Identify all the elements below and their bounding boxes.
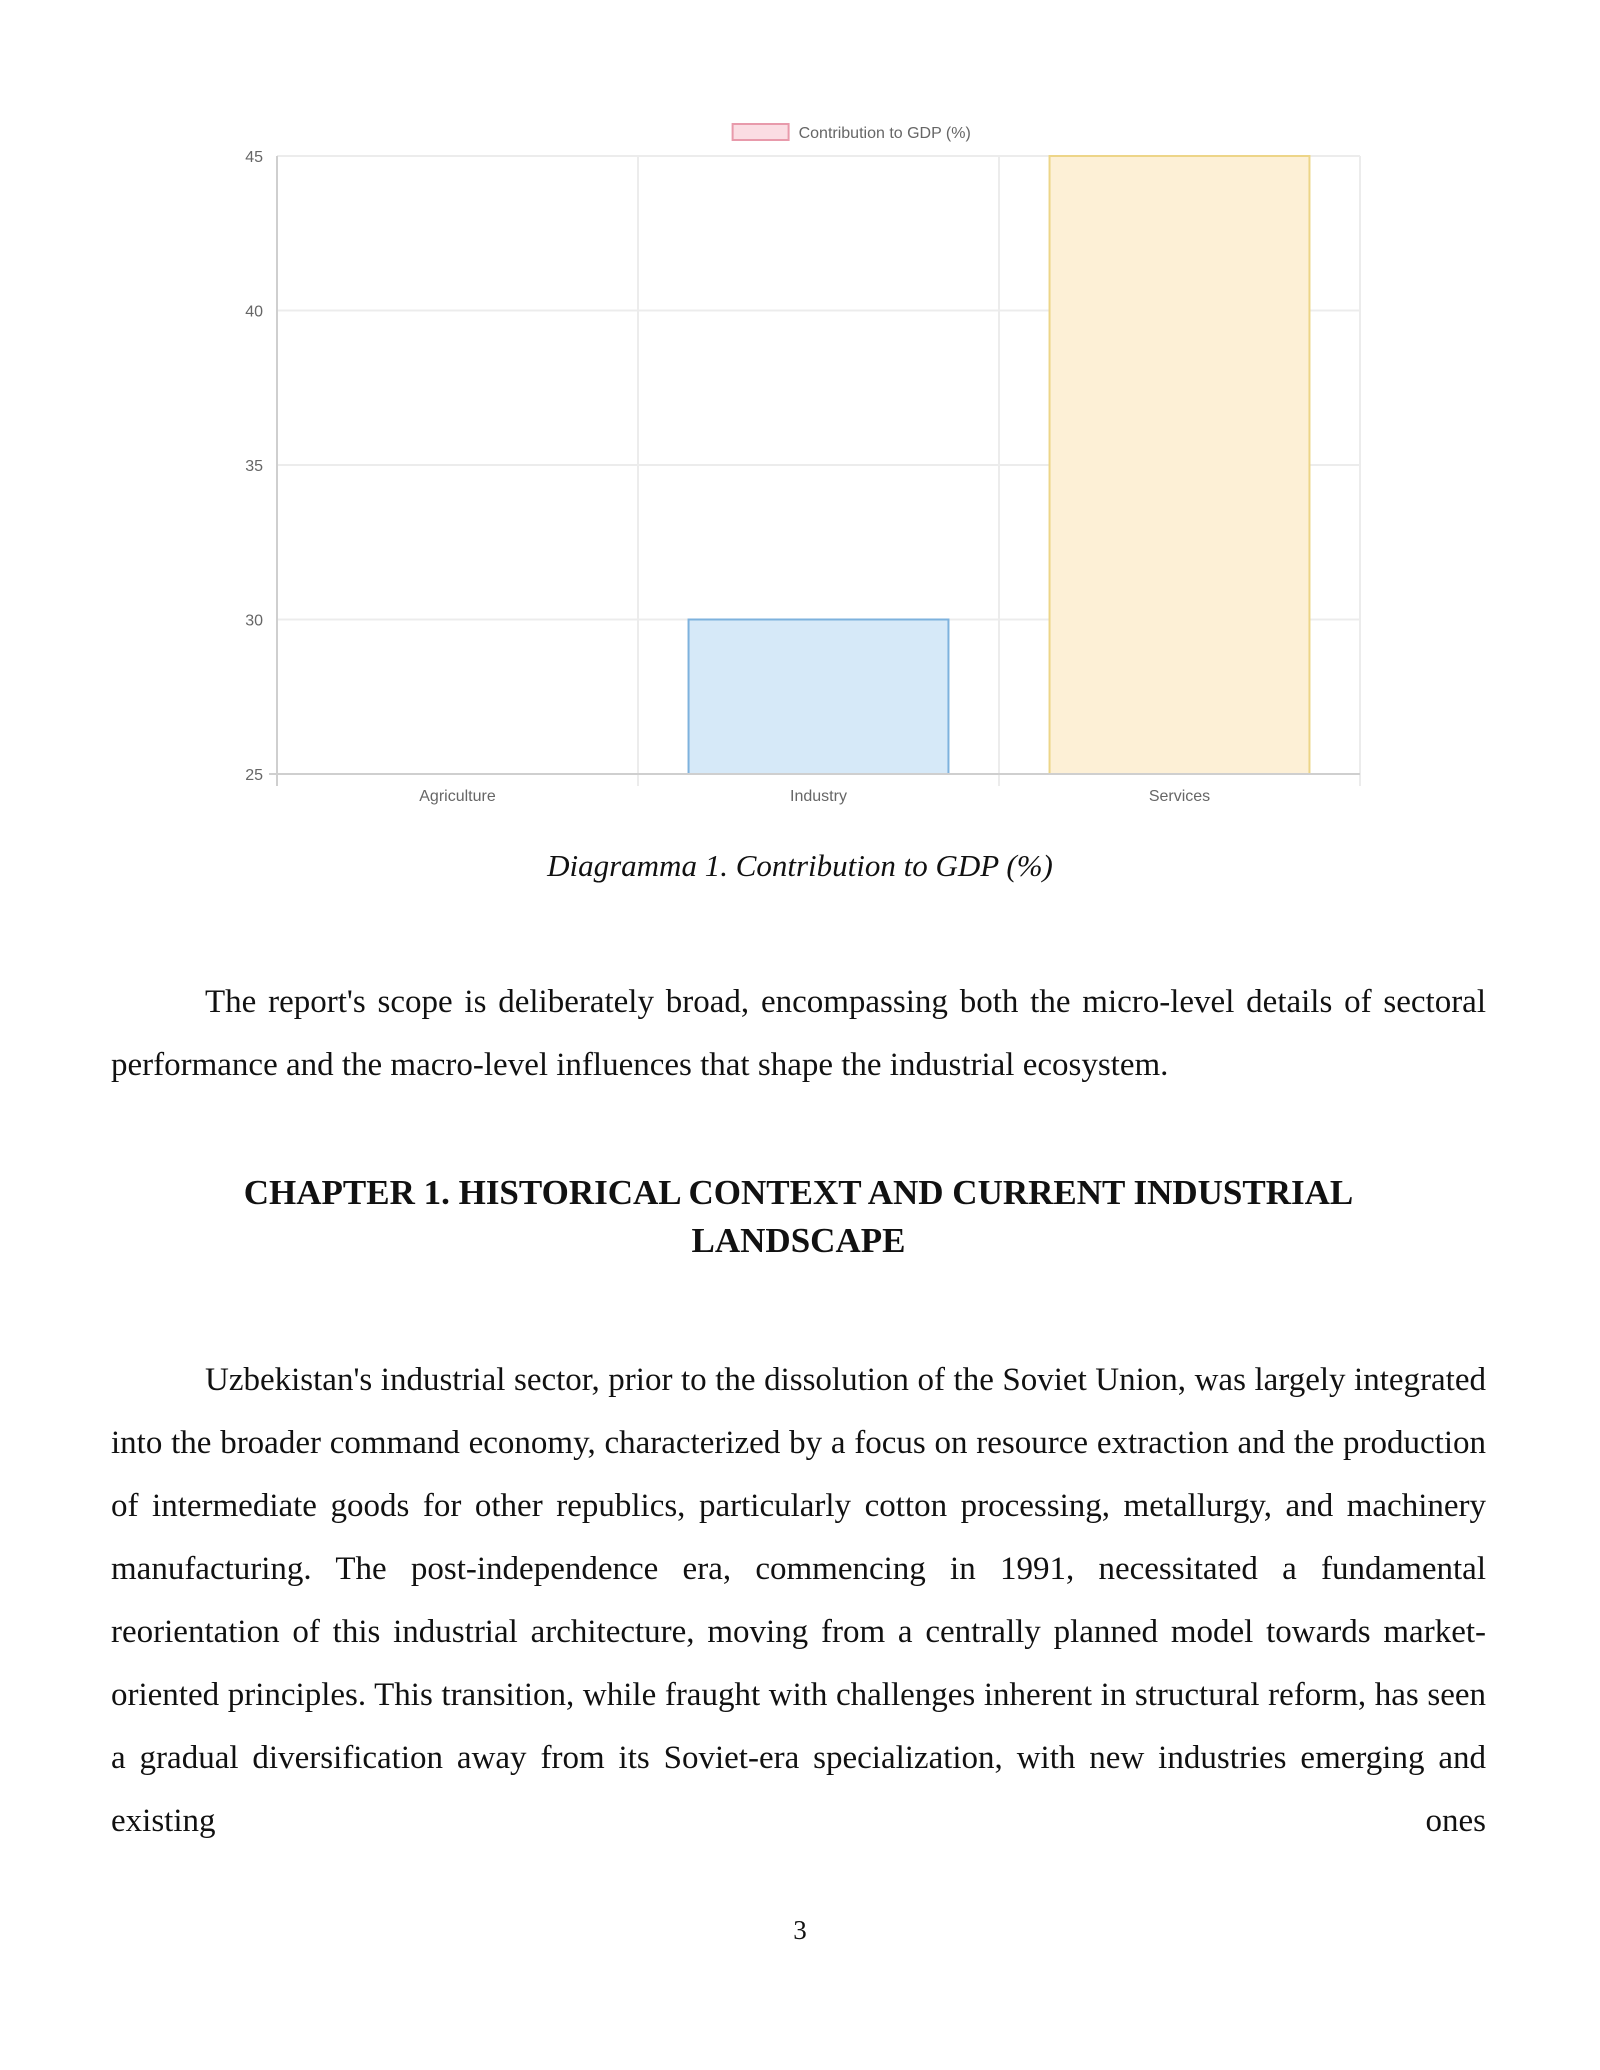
chapter-heading-line-1: CHAPTER 1. HISTORICAL CONTEXT AND CURRENT INDUSTRIAL [243, 1173, 1354, 1212]
x-tick-label: Agriculture [419, 788, 496, 805]
legend-swatch [733, 124, 789, 140]
gdp-bar-chart [0, 0, 1600, 820]
x-tick-label: Services [1148, 788, 1211, 805]
y-tick-label: 45 [245, 149, 263, 166]
chapter-heading-line-2: LANDSCAPE [691, 1221, 906, 1260]
legend-label: Contribution to GDP (%) [798, 125, 971, 142]
y-tick-label: 40 [245, 303, 263, 321]
y-tick-label: 30 [245, 612, 263, 630]
y-tick-label: 25 [245, 767, 263, 784]
body-paragraph-scope: The report's scope is deliberately broad, encompassing both the micro-level details of sectoral performance and the macro-level influences that shape the industrial ecosystem. [111, 984, 1486, 1083]
bar-services [1050, 156, 1310, 774]
body-paragraph-history: Uzbekistan's industrial sector, prior to the dissolution of the Soviet Union, was largely integrated into the broader command economy, characterized by a focus on resource extraction and the production of intermediate goods for other republics, particularly cotton processing, metallurgy, and machinery manufacturing. The post-independence era, commencing in 1991, necessitated a fundamental reorientation of this industrial architecture, moving from a centrally planned model towards market-oriented principles. This transition, while fraught with challenges inherent in structural reform, has seen a gradual diversification away from its Soviet-era specialization, with new industries emerging and existing ones [111, 1362, 1486, 1839]
x-tick-label: Industry [790, 788, 847, 805]
chapter-heading [111, 1169, 1486, 1265]
figure-caption: Diagramma 1. Contribution to GDP (%) [547, 848, 1053, 883]
chart-legend [733, 124, 971, 142]
page-number: 3 [793, 1915, 807, 1945]
y-tick-label: 35 [245, 458, 263, 475]
bar-industry [689, 620, 949, 775]
